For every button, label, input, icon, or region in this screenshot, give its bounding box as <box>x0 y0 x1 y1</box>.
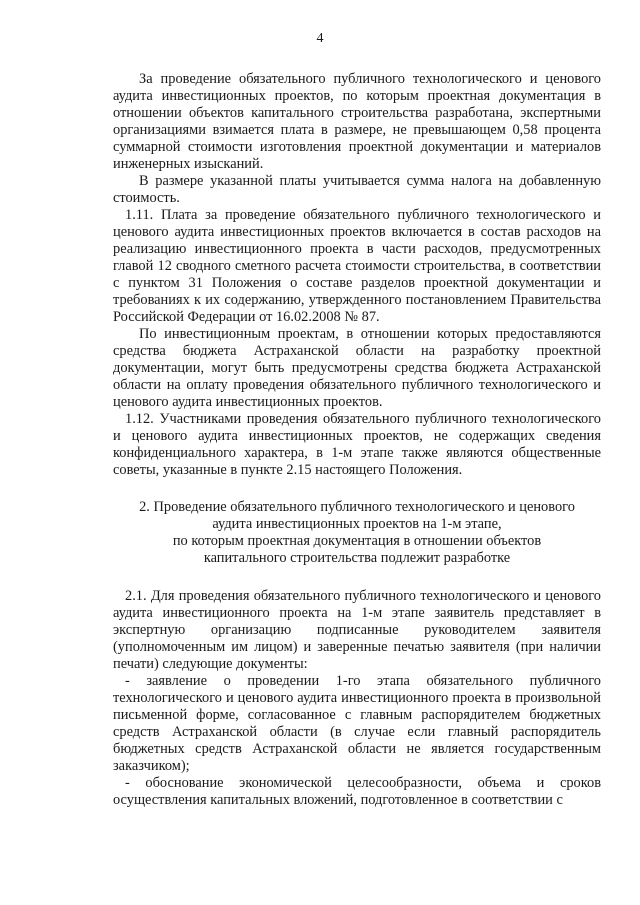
section-heading-line-2: аудита инвестиционных проектов на 1-м этапе, <box>212 516 502 532</box>
paragraph-audit-fee: За проведение обязательного публичного технологического и ценового аудита инвестиционных проектов, по которым проектная документация в отношении объектов капитального строительства разработана, экспертными организациями взимается плата в размере, не превышающем 0,58 процента суммарной стоимости изготовления проектной документации и материалов инженерных изысканий. <box>113 71 601 172</box>
paragraph-1-11: 1.11. Плата за проведение обязательного публичного технологического и ценового аудита инвестиционных проектов включается в состав расходов на реализацию инвестиционного проекта в части расходов, предусмотренных главой 12 сводного сметного расчета стоимости строительства, в соответствии с пунктом 31 Положения о составе разделов проектной документации и требованиях к их содержанию, утвержденного постановлением Правительства Российской Федерации от 16.02.2008 № 87. <box>113 207 601 325</box>
page-number: 4 <box>316 31 324 46</box>
paragraph-budget-funds: По инвестиционным проектам, в отношении которых предоставляются средства бюджета Астраханской области на разработку проектной документации, могут быть предусмотрены средства бюджета Астраханской области на оплату проведения обязательного публичного технологического и ценового аудита инвестиционных проектов. <box>113 326 601 410</box>
section-heading-line-3: по которым проектная документация в отношении объектов <box>172 533 542 549</box>
paragraph-vat: В размере указанной платы учитывается сумма налога на добавленную стоимость. <box>113 173 601 206</box>
paragraph-1-12: 1.12. Участниками проведения обязательного публичного технологического и ценового аудита инвестиционных проектов, не содержащих сведения конфиденциального характера, в 1-м этапе также являются общественные советы, указанные в пункте 2.15 настоящего Положения. <box>113 411 601 478</box>
paragraph-2-1: 2.1. Для проведения обязательного публичного технологического и ценового аудита инвестиционного проекта на 1-м этапе заявитель представляет в экспертную организацию подписанные руководителем заявителя (уполномоченным им лицом) и заверенные печатью заявителя (при наличии печати) следующие документы: <box>113 588 601 672</box>
section-heading-line-4: капитального строительства подлежит разработке <box>203 550 511 566</box>
document-body <box>113 71 601 809</box>
section-heading <box>113 499 601 567</box>
list-item-application: - заявление о проведении 1-го этапа обязательного публичного технологического и ценового аудита инвестиционного проекта в произвольной письменной форме, согласованное с главным распорядителем бюджетных средств Астраханской области (в случае если главный распорядитель бюджетных средств Астраханской области не является государственным заказчиком); <box>113 673 601 774</box>
list-item-justification: - обоснование экономической целесообразности, объема и сроков осуществления капитальных вложений, подготовленное в соответствии с <box>113 775 601 808</box>
section-heading-line-1: 2. Проведение обязательного публичного технологического и ценового <box>139 499 575 515</box>
